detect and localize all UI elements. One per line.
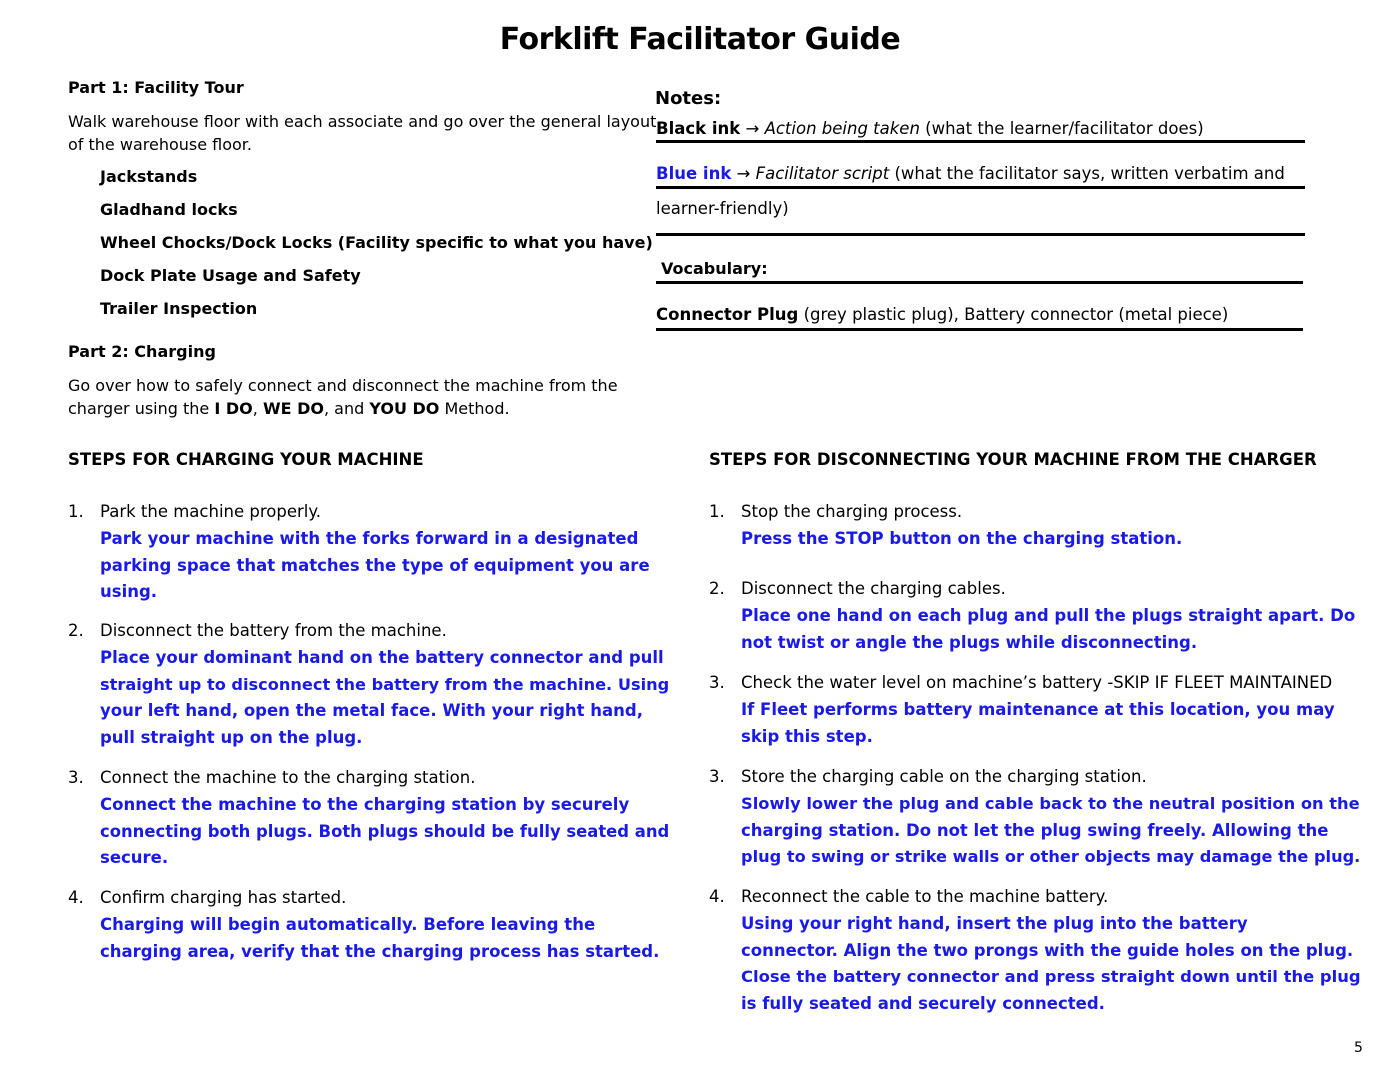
step-action: Reconnect the cable to the machine battery. bbox=[741, 887, 1109, 906]
step-action: Store the charging cable on the charging station. bbox=[741, 767, 1147, 786]
script-line: secure. bbox=[100, 848, 169, 867]
divider bbox=[656, 328, 1303, 331]
note-black-ink bbox=[656, 119, 1204, 138]
step-script bbox=[741, 603, 1361, 656]
part1-heading: Part 1: Facility Tour bbox=[68, 78, 244, 97]
script-line: pull straight up on the plug. bbox=[100, 727, 363, 747]
vocab-entry bbox=[656, 305, 1228, 324]
divider bbox=[656, 186, 1305, 189]
vocab-heading: Vocabulary: bbox=[661, 259, 768, 278]
step-number: 3. bbox=[709, 767, 725, 786]
step-script bbox=[741, 791, 1361, 871]
script-line: Place your dominant hand on the battery connector and pull bbox=[100, 648, 664, 667]
step-script bbox=[100, 645, 670, 751]
script-line: Park your machine with the forks forward in a designated bbox=[100, 529, 639, 548]
step-number: 3. bbox=[68, 768, 84, 787]
black-ink-rest: (what the learner/facilitator does) bbox=[919, 119, 1204, 138]
blue-ink-rest: (what the facilitator says, written verbatim and bbox=[889, 164, 1285, 183]
tour-item-dock-plate: Dock Plate Usage and Safety bbox=[100, 266, 361, 285]
step-action: Disconnect the battery from the machine. bbox=[100, 621, 447, 640]
step-action: Disconnect the charging cables. bbox=[741, 579, 1006, 598]
disconnecting-steps-heading: STEPS FOR DISCONNECTING YOUR MACHINE FROM THE CHARGER bbox=[709, 450, 1317, 469]
script-line: is fully seated and securely connected. bbox=[741, 993, 1105, 1013]
note-blue-ink bbox=[656, 164, 1285, 183]
script-line: Charging will begin automatically. Before leaving the bbox=[100, 915, 596, 934]
part2-sep1: , bbox=[252, 399, 263, 418]
script-line: not twist or angle the plugs while disconnecting. bbox=[741, 632, 1198, 652]
vocab-definition: (grey plastic plug), Battery connector (metal piece) bbox=[798, 305, 1229, 324]
part2-line2-prefix: charger using the bbox=[68, 399, 215, 418]
part2-suffix: Method. bbox=[439, 399, 510, 418]
part2-heading: Part 2: Charging bbox=[68, 342, 216, 361]
blue-ink-italic: Facilitator script bbox=[755, 164, 890, 183]
step-script bbox=[100, 912, 670, 965]
step-number: 2. bbox=[68, 621, 84, 640]
arrow-icon: → bbox=[736, 164, 751, 183]
part2-intro bbox=[68, 374, 618, 420]
tour-item-jackstands: Jackstands bbox=[100, 167, 198, 186]
script-line: skip this step. bbox=[741, 726, 873, 746]
step-action: Confirm charging has started. bbox=[100, 888, 347, 907]
step-number: 1. bbox=[68, 502, 84, 521]
script-line: Slowly lower the plug and cable back to the neutral position on the bbox=[741, 794, 1360, 813]
step-action: Check the water level on machine’s battery -SKIP IF FLEET MAINTAINED bbox=[741, 673, 1333, 692]
part1-intro-line1: Walk warehouse floor with each associate and go over the general layout bbox=[68, 112, 657, 131]
step-script bbox=[741, 911, 1361, 1017]
script-line: plug to swing or strike walls or other objects may damage the plug. bbox=[741, 847, 1361, 866]
step-script bbox=[100, 526, 670, 606]
step-number: 3. bbox=[709, 673, 725, 692]
script-line: If Fleet performs battery maintenance at this location, you may bbox=[741, 700, 1335, 719]
step-number: 2. bbox=[709, 579, 725, 598]
part1-intro-line2: of the warehouse floor. bbox=[68, 135, 252, 154]
script-line: Connect the machine to the charging station by securely bbox=[100, 795, 630, 814]
script-line: parking space that matches the type of equipment you are bbox=[100, 555, 650, 575]
script-line: your left hand, open the metal face. With your right hand, bbox=[100, 701, 643, 720]
script-line: straight up to disconnect the battery from the machine. Using bbox=[100, 674, 670, 694]
tour-item-wheel-chocks: Wheel Chocks/Dock Locks (Facility specific to what you have) bbox=[100, 233, 653, 252]
part2-sep2: , and bbox=[323, 399, 370, 418]
tour-item-gladhand-locks: Gladhand locks bbox=[100, 200, 238, 219]
step-script bbox=[741, 697, 1361, 750]
script-line: Place one hand on each plug and pull the plugs straight apart. Do bbox=[741, 606, 1356, 625]
script-line: Using your right hand, insert the plug into the battery bbox=[741, 914, 1248, 933]
step-action: Park the machine properly. bbox=[100, 502, 322, 521]
script-line: connector. Align the two prongs with the guide holes on the plug. bbox=[741, 940, 1354, 960]
notes-heading: Notes: bbox=[655, 88, 722, 109]
step-number: 4. bbox=[68, 888, 84, 907]
arrow-icon: → bbox=[745, 119, 760, 138]
part2-line2 bbox=[68, 397, 618, 420]
you-do-label: YOU DO bbox=[369, 399, 440, 418]
step-action: Stop the charging process. bbox=[741, 502, 963, 521]
i-do-label: I DO bbox=[214, 399, 253, 418]
step-script bbox=[100, 792, 670, 872]
script-line: Close the battery connector and press straight down until the plug bbox=[741, 967, 1361, 986]
tour-item-trailer-inspection: Trailer Inspection bbox=[100, 299, 258, 318]
script-line: using. bbox=[100, 582, 158, 601]
note-blue-ink-cont: learner-friendly) bbox=[656, 199, 789, 218]
divider bbox=[656, 140, 1305, 143]
part2-line1: Go over how to safely connect and disconnect the machine from the bbox=[68, 376, 618, 395]
step-number: 4. bbox=[709, 887, 725, 906]
step-script bbox=[741, 526, 1361, 553]
charging-steps-heading: STEPS FOR CHARGING YOUR MACHINE bbox=[68, 450, 424, 469]
step-action: Connect the machine to the charging station. bbox=[100, 768, 476, 787]
page-title: Forklift Facilitator Guide bbox=[499, 22, 901, 57]
step-number: 1. bbox=[709, 502, 725, 521]
vocab-term: Connector Plug bbox=[656, 305, 799, 324]
page-number: 5 bbox=[1354, 1040, 1363, 1056]
script-line: charging station. Do not let the plug swing freely. Allowing the bbox=[741, 820, 1329, 840]
we-do-label: WE DO bbox=[262, 399, 324, 418]
script-line: charging area, verify that the charging process has started. bbox=[100, 941, 660, 961]
divider bbox=[656, 233, 1305, 236]
divider bbox=[656, 281, 1303, 284]
black-ink-label: Black ink bbox=[656, 119, 741, 138]
part1-intro bbox=[68, 110, 656, 156]
script-line: connecting both plugs. Both plugs should be fully seated and bbox=[100, 821, 670, 841]
blue-ink-label: Blue ink bbox=[656, 164, 732, 183]
black-ink-italic: Action being taken bbox=[764, 119, 920, 138]
script-line: Press the STOP button on the charging station. bbox=[741, 529, 1183, 548]
